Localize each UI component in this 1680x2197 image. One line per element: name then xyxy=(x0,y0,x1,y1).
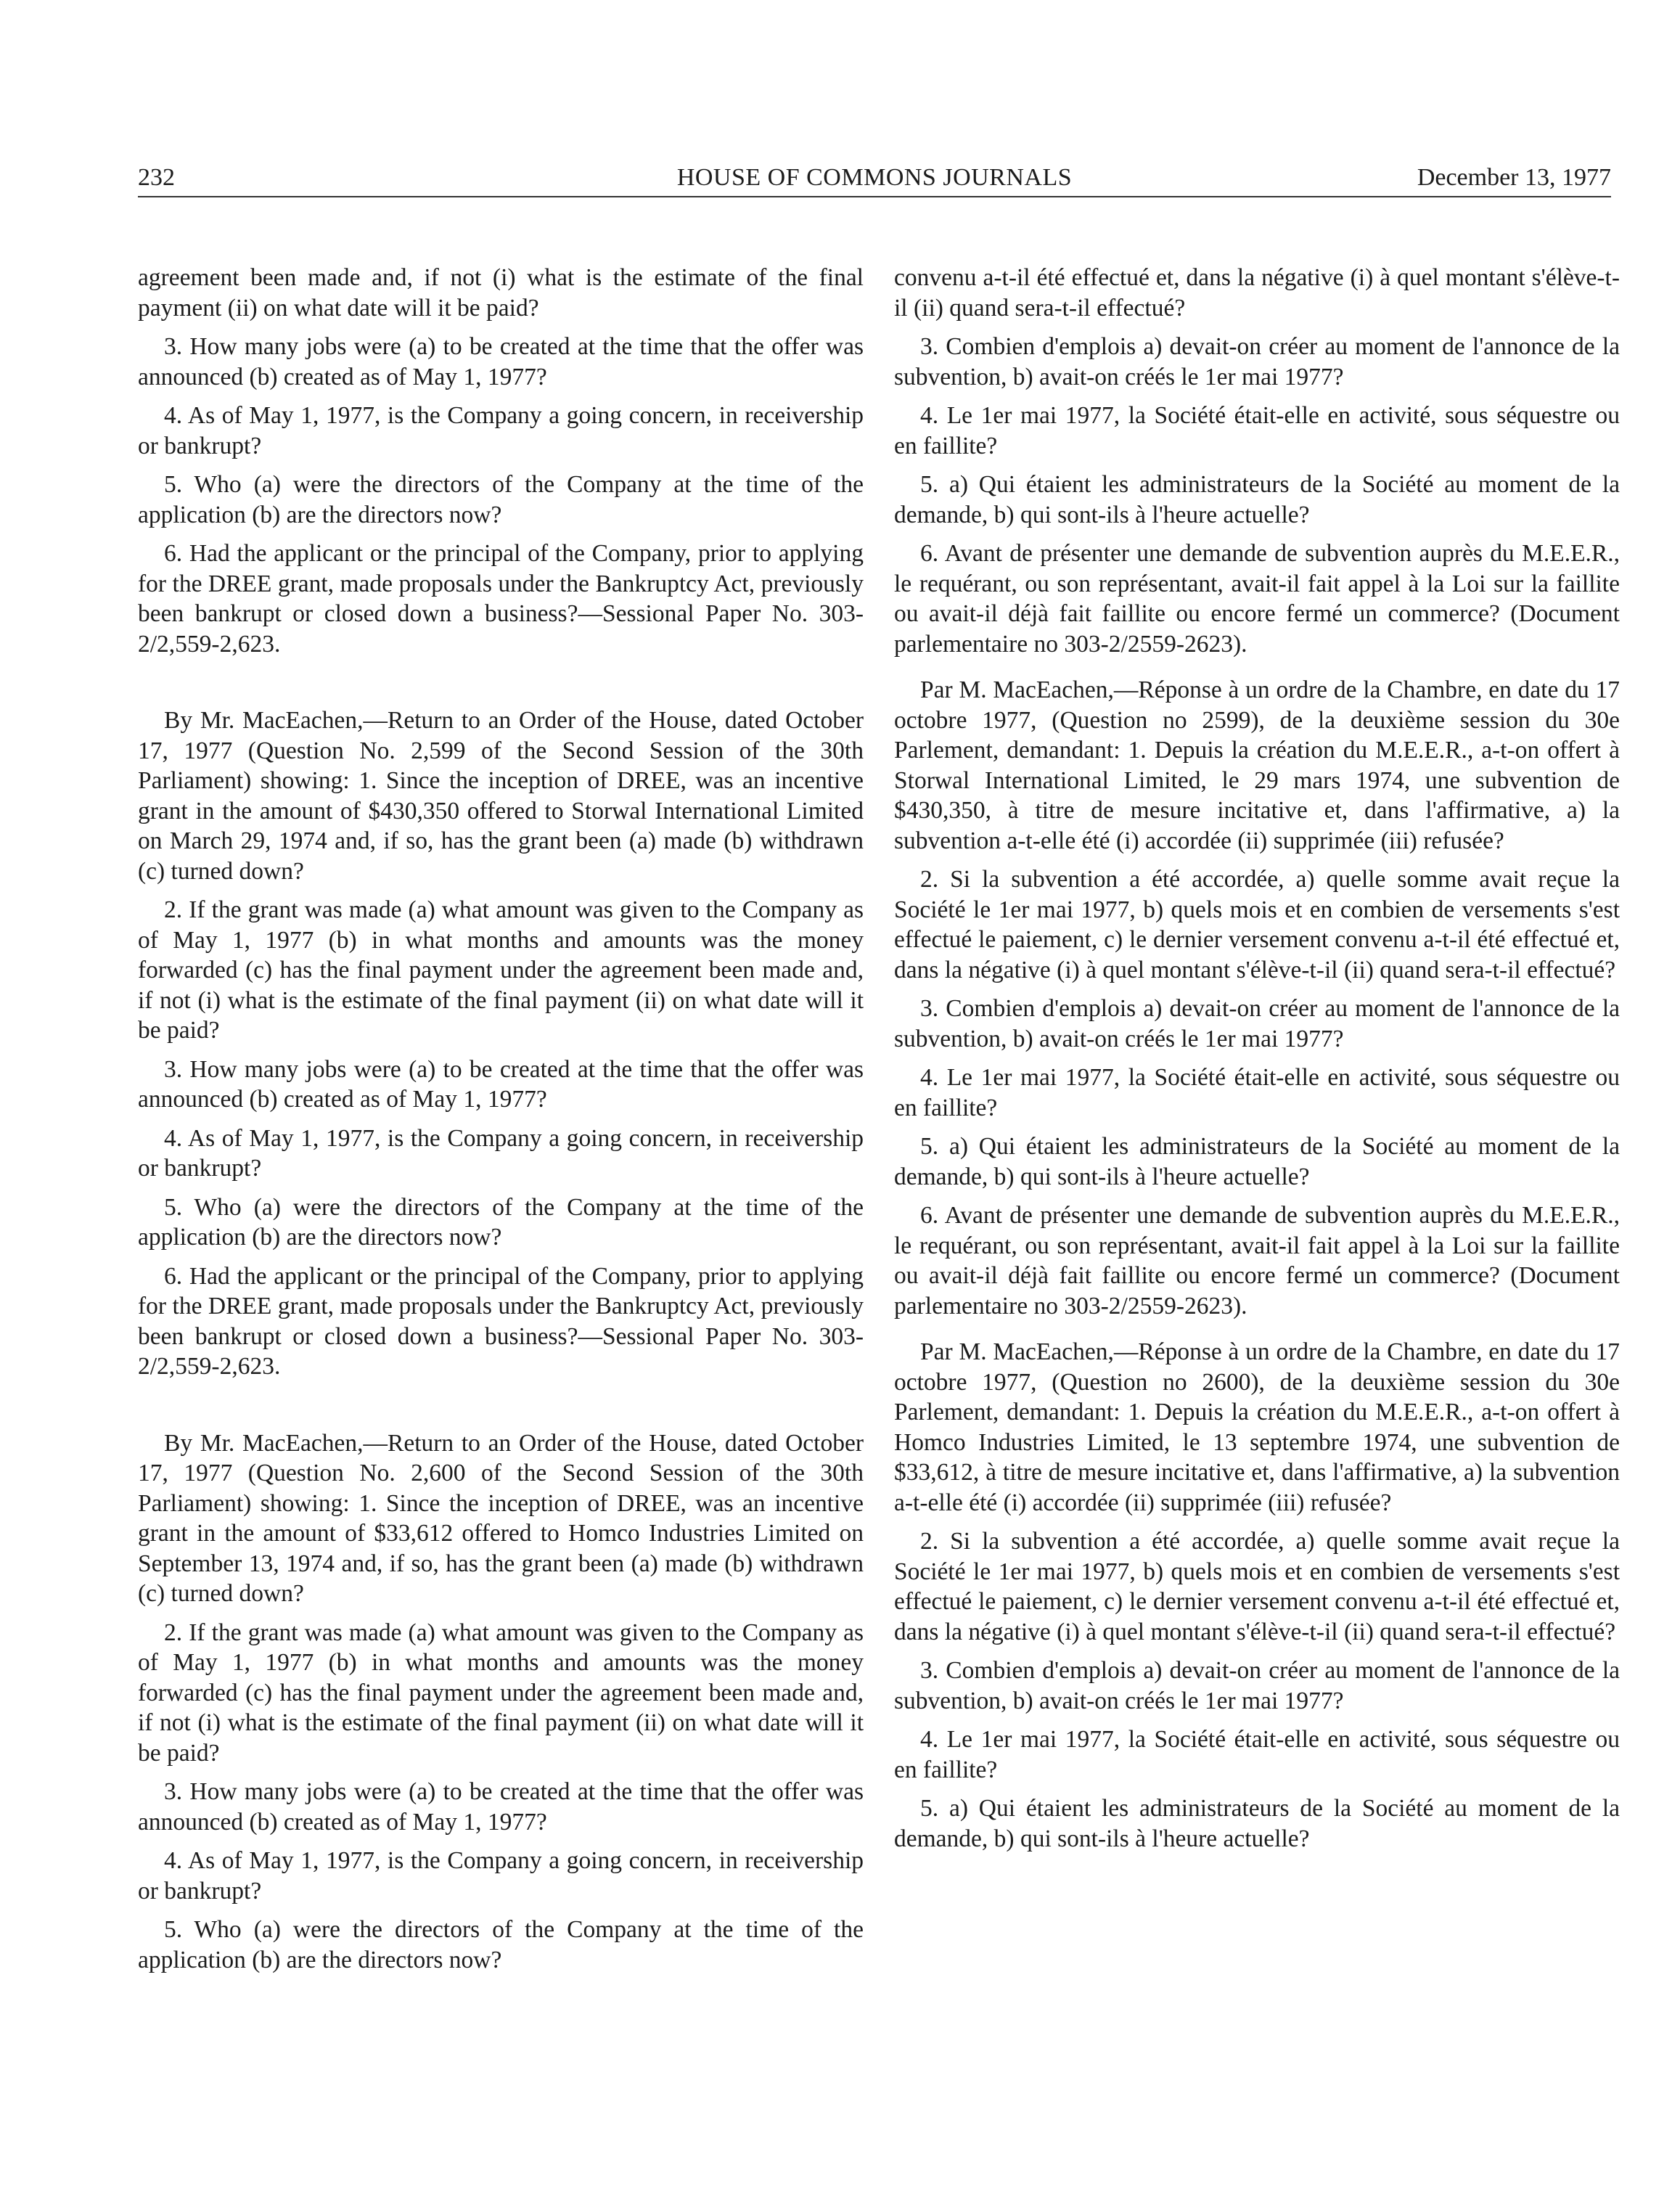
french-paragraph-11: Par M. MacEachen,—Réponse à un ordre de la Chambre, en date du 17 octobre 1977, (Question no 2600), de la deuxième session du 30e Parlement, demandant: 1. Depuis la création du M.E.E.R., a-t-on offert à Homco Industries Limited, le 13 septembre 1974, une subvention de $33,612, à titre de mesure incitative et, dans l'affirmative, a) la subvention a-t-elle été (i) accordée (ii) supprimée (iii) refusée? xyxy=(894,1338,1620,1516)
french-paragraph-14: 4. Le 1er mai 1977, la Société était-elle en activité, sous séquestre ou en faillite? xyxy=(894,1726,1620,1783)
english-paragraph-13: 3. How many jobs were (a) to be created at the time that the offer was announced (b) created as of May 1, 1977? xyxy=(138,1778,864,1836)
english-paragraph-10: 6. Had the applicant or the principal of the Company, prior to applying for the DREE grant, made proposals under the Bankruptcy Act, previously been bankrupt or closed down a business?—Sessional Paper No. 303-2/2,559-2,623. xyxy=(138,1262,864,1380)
french-paragraph-15: 5. a) Qui étaient les administrateurs de la Société au moment de la demande, b) qui sont-ils à l'heure actuelle? xyxy=(894,1795,1620,1852)
page-number: 232 xyxy=(138,164,175,191)
english-paragraph-1: 3. How many jobs were (a) to be created at the time that the offer was announced (b) created as of May 1, 1977? xyxy=(138,333,864,390)
english-paragraph-7: 3. How many jobs were (a) to be created at the time that the offer was announced (b) created as of May 1, 1977? xyxy=(138,1055,864,1113)
page-header xyxy=(138,161,1611,195)
english-paragraph-9: 5. Who (a) were the directors of the Company at the time of the application (b) are the directors now? xyxy=(138,1193,864,1251)
page-date: December 13, 1977 xyxy=(1417,164,1611,191)
english-paragraph-6: 2. If the grant was made (a) what amount was given to the Company as of May 1, 1977 (b) in what months and amounts was the money forwarded (c) has the final payment under the agreement been made and, if not (i) what is the estimate of the final payment (ii) on what date will it be paid? xyxy=(138,896,864,1044)
french-paragraph-12: 2. Si la subvention a été accordée, a) quelle somme avait reçue la Société le 1er mai 1977, b) quels mois et en combien de versements s'est effectué le paiement, c) le dernier versement convenu a-t-il été effectué et, dans la négative (i) à quel montant s'élève-t-il (ii) quand sera-t-il effectué? xyxy=(894,1528,1620,1645)
journal-title: HOUSE OF COMMONS JOURNALS xyxy=(676,164,1073,191)
english-paragraph-15: 5. Who (a) were the directors of the Company at the time of the application (b) are the directors now? xyxy=(138,1916,864,1973)
english-paragraph-4: 6. Had the applicant or the principal of the Company, prior to applying for the DREE grant, made proposals under the Bankruptcy Act, previously been bankrupt or closed down a business?—Sessional Paper No. 303-2/2,559-2,623. xyxy=(138,540,864,658)
french-paragraph-1: 3. Combien d'emplois a) devait-on créer au moment de l'annonce de la subvention, b) avait-on créés le 1er mai 1977? xyxy=(894,333,1620,390)
english-paragraph-0: agreement been made and, if not (i) what is the estimate of the final payment (ii) on what date will it be paid? xyxy=(138,264,864,322)
french-paragraph-2: 4. Le 1er mai 1977, la Société était-elle en activité, sous séquestre ou en faillite? xyxy=(894,402,1620,459)
french-paragraph-6: 2. Si la subvention a été accordée, a) quelle somme avait reçue la Société le 1er mai 1977, b) quels mois et en combien de versements s'est effectué le paiement, c) le dernier versement convenu a-t-il été effectué et, dans la négative (i) à quel montant s'élève-t-il (ii) quand sera-t-il effectué? xyxy=(894,866,1620,983)
english-column xyxy=(138,263,864,1975)
french-paragraph-0: convenu a-t-il été effectué et, dans la négative (i) à quel montant s'élève-t-il (ii) quand sera-t-il effectué? xyxy=(894,264,1620,322)
english-paragraph-11: By Mr. MacEachen,—Return to an Order of the House, dated October 17, 1977 (Question No. 2,600 of the Second Session of the 30th Parliament) showing: 1. Since the inception of DREE, was an incentive grant in the amount of $33,612 offered to Homco Industries Limited on September 13, 1974 and, if so, has the grant been (a) made (b) withdrawn (c) turned down? xyxy=(138,1429,864,1607)
french-paragraph-4: 6. Avant de présenter une demande de subvention auprès du M.E.E.R., le requérant, ou son représentant, avait-il fait appel à la Loi sur la faillite ou avait-il déjà fait faillite ou encore fermé un commerce? (Document parlementaire no 303-2/2559-2623). xyxy=(894,540,1620,658)
english-paragraph-2: 4. As of May 1, 1977, is the Company a going concern, in receivership or bankrupt? xyxy=(138,402,864,459)
french-paragraph-5: Par M. MacEachen,—Réponse à un ordre de la Chambre, en date du 17 octobre 1977, (Question no 2599), de la deuxième session du 30e Parlement, demandant: 1. Depuis la création du M.E.E.R., a-t-on offert à Storwal International Limited, le 29 mars 1974, une subvention de $430,350, à titre de mesure incitative et, dans l'affirmative, a) la subvention a-t-elle été (i) accordée (ii) supprimée (iii) refusée? xyxy=(894,676,1620,854)
english-paragraph-3: 5. Who (a) were the directors of the Company at the time of the application (b) are the directors now? xyxy=(138,471,864,528)
french-paragraph-10: 6. Avant de présenter une demande de subvention auprès du M.E.E.R., le requérant, ou son représentant, avait-il fait appel à la Loi sur la faillite ou avait-il déjà fait faillite ou encore fermé un commerce? (Document parlementaire no 303-2/2559-2623). xyxy=(894,1202,1620,1320)
french-paragraph-9: 5. a) Qui étaient les administrateurs de la Société au moment de la demande, b) qui sont-ils à l'heure actuelle? xyxy=(894,1133,1620,1190)
english-paragraph-12: 2. If the grant was made (a) what amount was given to the Company as of May 1, 1977 (b) in what months and amounts was the money forwarded (c) has the final payment under the agreement been made and, if not (i) what is the estimate of the final payment (ii) on what date will it be paid? xyxy=(138,1619,864,1767)
english-paragraph-8: 4. As of May 1, 1977, is the Company a going concern, in receivership or bankrupt? xyxy=(138,1124,864,1182)
english-paragraph-14: 4. As of May 1, 1977, is the Company a going concern, in receivership or bankrupt? xyxy=(138,1847,864,1905)
french-paragraph-13: 3. Combien d'emplois a) devait-on créer au moment de l'annonce de la subvention, b) avait-on créés le 1er mai 1977? xyxy=(894,1657,1620,1714)
english-paragraph-5: By Mr. MacEachen,—Return to an Order of the House, dated October 17, 1977 (Question No. 2,599 of the Second Session of the 30th Parliament) showing: 1. Since the inception of DREE, was an incentive grant in the amount of $430,350 offered to Storwal International Limited on March 29, 1974 and, if so, has the grant been (a) made (b) withdrawn (c) turned down? xyxy=(138,707,864,885)
french-paragraph-7: 3. Combien d'emplois a) devait-on créer au moment de l'annonce de la subvention, b) avait-on créés le 1er mai 1977? xyxy=(894,995,1620,1052)
french-paragraph-8: 4. Le 1er mai 1977, la Société était-elle en activité, sous séquestre ou en faillite? xyxy=(894,1064,1620,1121)
french-paragraph-3: 5. a) Qui étaient les administrateurs de la Société au moment de la demande, b) qui sont-ils à l'heure actuelle? xyxy=(894,471,1620,528)
header-rule xyxy=(138,196,1611,197)
french-column xyxy=(894,263,1620,1854)
